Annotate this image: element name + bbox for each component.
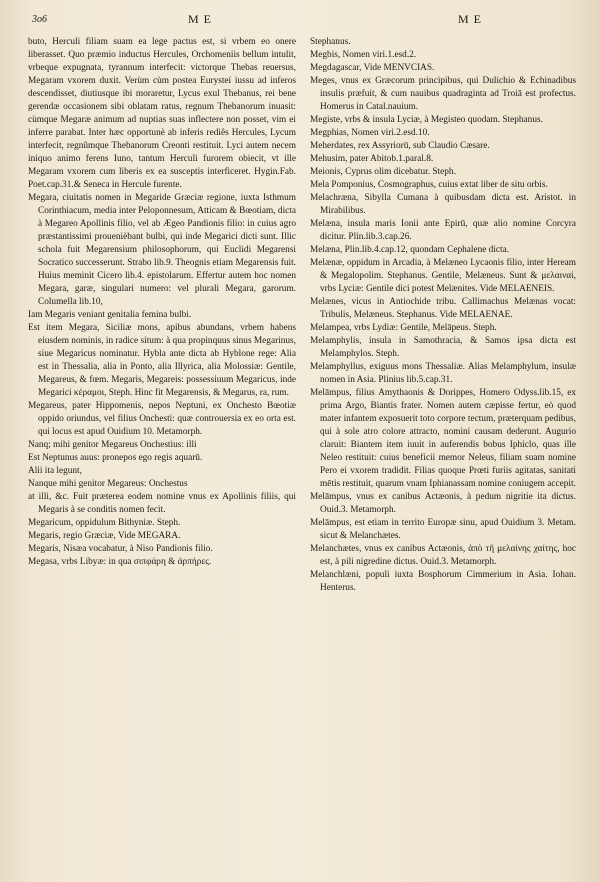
dictionary-entry: Megiste, vrbs & insula Lyciæ, à Megisteo quodam. Stephanus. <box>310 115 543 125</box>
dictionary-entry: Melachræna, Sibylla Cumana à quibusdam dicta est. Aristot. in Mirabilibus. <box>310 193 576 216</box>
dictionary-entry: Megasa, vrbs Libyæ: in qua σιπφάρη & ἀρπήρες. <box>28 557 212 567</box>
dictionary-entry: Nanque mihi genitor Megareus: Onchestus <box>28 479 188 489</box>
dictionary-entry: Megphias, Nomen viri.2.esd.10. <box>310 128 430 138</box>
dictionary-entry: Est item Megara, Siciliæ mons, apibus abundans, vrbem habens eiusdem nominis, in radice situm: à qua propinquus sinus Megarinus, siue Megaricus nominatur. Hybla ante dicta ab Hyblone rege: Alia est in Thessalia, alia in Ponto, alia Illyrica, alia Molossiæ: Gentile, Megareus, & fœm. Megaris, Megareis: possessiuum Megaricus, inde Megarici κέραμοι, Steph. Hinc fit Megarensis, & Megarus, ra, rum. <box>28 323 296 398</box>
left-column <box>28 36 296 876</box>
dictionary-entry: Megaris, Nisæa vocabatur, à Niso Pandionis filio. <box>28 544 213 554</box>
page-number: 3ο6 <box>32 14 47 25</box>
dictionary-entry: Megdagascar, Vide MENVCIAS. <box>310 63 435 73</box>
dictionary-entry: at illi, &c. Fuit præterea eodem nomine vnus ex Apollinis filiis, qui Megaris à se conditis nomen fecit. <box>28 492 296 515</box>
dictionary-entry: Mela Pomponius, Cosmographus, cuius extat liber de situ orbis. <box>310 180 548 190</box>
dictionary-entry: Melamphyllus, exiguus mons Thessaliæ. Alias Melamphylum, insulæ nomen in Asia. Plinius lib.5.cap.31. <box>310 362 576 385</box>
dictionary-entry: Stephanus. <box>310 37 351 47</box>
dictionary-entry: Melæna, Plin.lib.4.cap.12, quondam Cephalene dicta. <box>310 245 510 255</box>
dictionary-entry: Melamphylis, insula in Samothracia, & Samos ipsa dicta est Melamphylos. Steph. <box>310 336 576 359</box>
dictionary-entry: Melāmpus, est etiam in territo Europæ sinu, apud Ouidium 3. Metam. sicut & Melanchætes. <box>310 518 576 541</box>
dictionary-entry: Megaris, regio Græciæ, Vide MEGARA. <box>28 531 181 541</box>
dictionary-entry: Melāmpus, filius Amythaonis & Dorippes, Homero Odyss.lib.15, ex prima Argo, Biantis frater. Nomen autem cæpisse fertur, eò quod mater infantem exposuerit toto corpore tectum, præterquam pedibus, qui à sole atro colore attracto, nomini causam dederunt. Augurio claruit: Biantem item iuuit in auferendis bobus Iphiclo, quas ille Neleo restituit: cuius beneficii memor Neleus, filiam suam nomine Pero ei vxorem tradidit. Filias quoque Prœti furiis agitatas, sanitati mētis restituit, quarum vnam Iphianassam nomine coniugem accepit. <box>310 388 576 489</box>
dictionary-entry: Melampea, vrbs Lydiæ: Gentile, Melāpeus. Steph. <box>310 323 497 333</box>
dictionary-entry: buto, Herculi filiam suam ea lege pactus est, si vrbem eo onere liberasset. Quo præmio inductus Hercules, Orchomeniis bellum intulit, vrbeque expugnata, tyrannum interfecit: victorque Thebas reuersus, Megaram vxorem duxit. Verùm cùm postea Eurysteí iussu ad inferos descendisset, diutiusque ibi moraretur, Lycus exul Thebanus, rei bene gerendæ occasionem sibi oblatam ratus, regnum Thebanorum inuasit: cùmque Megaræ animum ad nuptias suas inflectere non posset, vim ei inferre parabat. Inter hæc opportunè ab inferis rediês Hercules, Lycum interfecit, regnûmque Thebanorum Creonti restituit. Lyci autem necem iniquo animo ferens Iuno, tantum Herculi furorem obiecit, vt ille Megaram vxorem cum liberis ex ea susceptis interficeret. Hygin.Fab. Poet.cap.31.& Seneca in Hercule furente. <box>28 37 296 190</box>
dictionary-entry: Melænes, vicus in Antiochide tribu. Callimachus Melænas vocat: Tribulis, Melæneus. Stephanus. Vide MELAENAE. <box>310 297 576 320</box>
dictionary-entry: Mehusim, pater Abitob.1.paral.8. <box>310 154 434 164</box>
dictionary-entry: Melæna, insula maris Ionii ante Epirū, quæ alio nomine Corcyra dicitur. Plin.lib.3.cap.26. <box>310 219 576 242</box>
dictionary-entry: Iam Megaris veniant genitalia femina bulbi. <box>28 310 192 320</box>
running-header <box>28 10 578 36</box>
header-letters-right: M E <box>458 12 482 26</box>
dictionary-entry: Melanchætes, vnus ex canibus Actæonis, ἀπὸ τῆ μελαίνης χαίτης, hoc est, à pili nigredine dictus. Ouid.3. Metamorph. <box>310 544 576 567</box>
dictionary-entry: Meionis, Cyprus olim dicebatur. Steph. <box>310 167 456 177</box>
dictionary-entry: Megaricum, oppidulum Bithyniæ. Steph. <box>28 518 181 528</box>
dictionary-entry: Alii ita legunt, <box>28 466 82 476</box>
text-columns <box>28 36 578 876</box>
dictionary-entry: Melanchlæni, populi iuxta Bosphorum Cimmerium in Asia. Iohan. Henterus. <box>310 570 576 593</box>
dictionary-entry: Melænæ, oppidum in Arcadia, à Melæneo Lycaonis filio, inter Heream & Megalopolim. Stephanus. Gentile, Melæneus. Sunt & μελαιναί, vrbs Lyciæ: Gentile dici potest Melænites. Vide MELAENEIS. <box>310 258 576 294</box>
dictionary-entry: Megbis, Nomen viri.1.esd.2. <box>310 50 417 60</box>
header-letters-left: M E <box>188 12 212 26</box>
dictionary-entry: Nanq; mihi genitor Megareus Onchestius: illi <box>28 440 197 450</box>
dictionary-entry: Est Neptunus auus: pronepos ego regis aquarū. <box>28 453 203 463</box>
right-column <box>310 36 576 876</box>
dictionary-entry: Megareus, pater Hippomenis, nepos Neptuni, ex Onchesto Bœotiæ oppido oriundus, vel filius Onchesti: quæ controuersia ex eo orta est. qui locus est apud Ouidium 10. Metamorph. <box>28 401 296 437</box>
dictionary-entry: Meges, vnus ex Græcorum principibus, qui Dulichio & Echinadibus insulis præfuit, & cum nauibus quadraginta ad Troiā est profectus. Homerus in Catal.nauium. <box>310 76 576 112</box>
dictionary-entry: Megara, ciuitatis nomen in Megaride Græciæ regione, iuxta Isthmum Corinthiacum, media inter Peloponnesum, Atticam & Bœotiam, dicta à Megareo Apollinis filio, vel ab Ægeo Pandionis filio: in cuius agro præstantissimi prouenièbant bulbi, qui inde Megarici dicti sunt. Illic schola fuit Megarensium philosophorum, qui Euclidi Megarensi Socratico successerunt. Strabo lib.9. Theognis etiam Megarensis fuit. Huius meminit Cicero lib.4. epistolarum. Effertur autem hoc nomen Megara, garæ, singulari numero: vel plurali Megara, garorum. Columella lib.10, <box>28 193 296 307</box>
dictionary-entry: Melāmpus, vnus ex canibus Actæonis, à pedum nigritie ita dictus. Ouid.3. Metamorph. <box>310 492 576 515</box>
dictionary-entry: Meherdates, rex Assyriorū, sub Claudio Cæsare. <box>310 141 490 151</box>
